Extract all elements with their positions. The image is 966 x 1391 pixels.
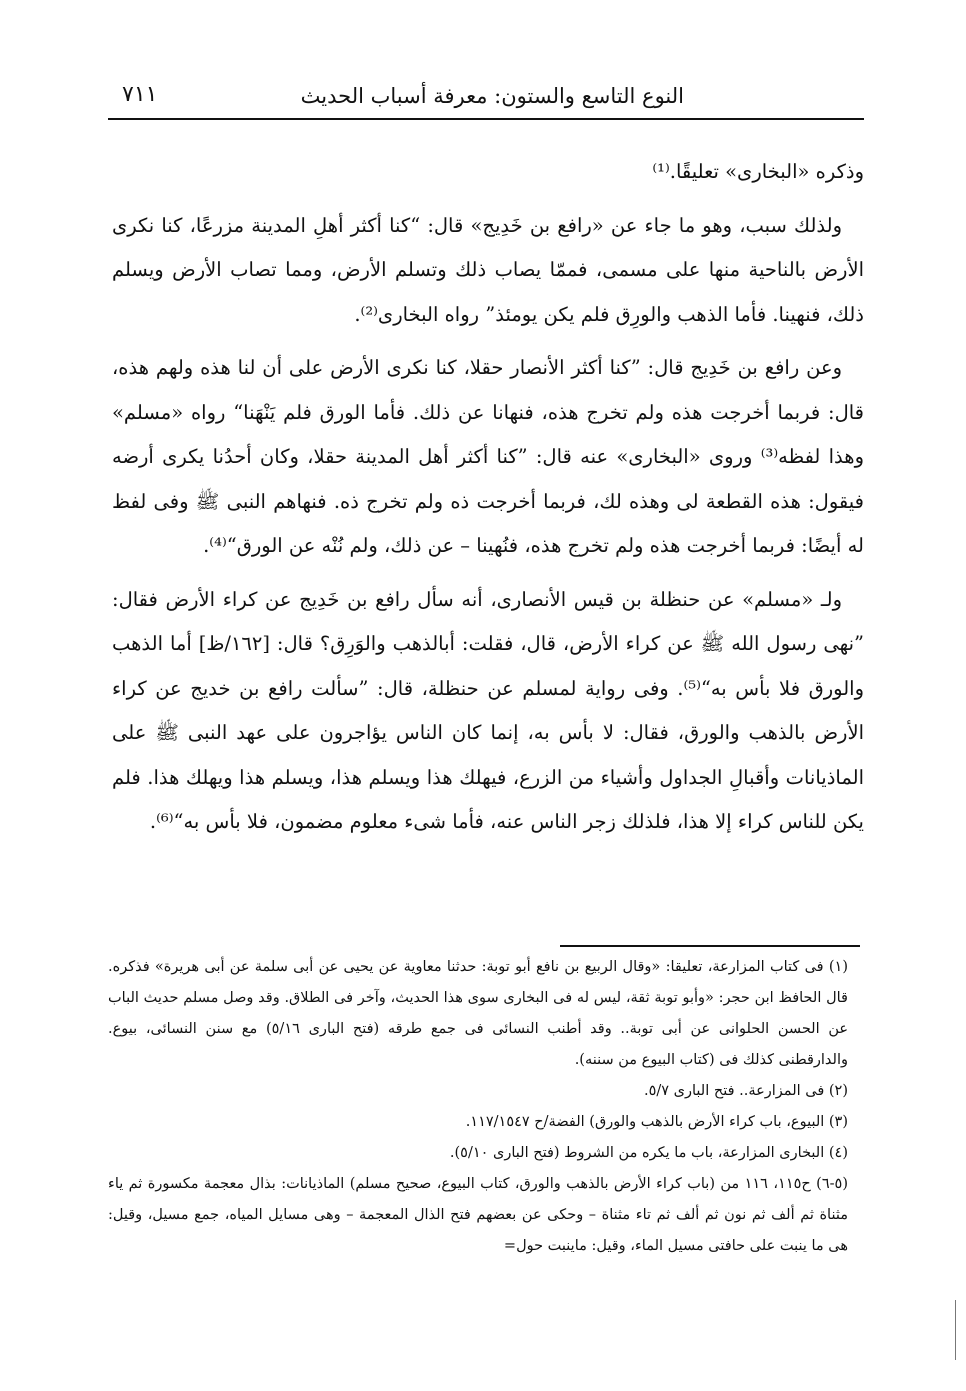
page-number: ٧١١: [122, 82, 158, 107]
paragraph: ولـ «مسلم» عن حنظلة بن قيس الأنصارى، أنه سأل رافع بن خَدِيج عن كراء الأرض فقال: ”نهى رسول الله ﷺ عن كراء الأرض، قال، فقلت: أبالذهب والوَرِق؟ قال: [١٦٢/ظ] أما الذهب والورق فلا بأس به“⁽⁵⁾. وفى رواية لمسلم عن حنظلة، قال: ”سألت رافع بن خديج عن كراء الأرض بالذهب والورق، فقال: لا بأس به، إنما كان الناس يؤاجرون على عهد النبى ﷺ على الماذيانات وأقبالِ الجداول وأشياء من الزرع، فيهلك هذا ويسلم هذا، ويسلم هذا ويهلك هذا. فلم يكن للناس كراء إلا هذا، فلذلك زجر الناس عنه، فأما شىء معلوم مضمون، فلا بأس به“⁽⁶⁾.: [112, 587, 864, 833]
footnote: (٤) البخارى المزارعة، باب ما يكره من الشروط (فتح البارى ٥/١٠).: [449, 1145, 848, 1161]
main-text: [112, 150, 864, 854]
footnote: (١) فى كتاب المزارعة، تعليقا: «وقال الربيع بن نافع أبو توبة: حدثنا معاوية عن يحيى عن أبى سلمة عن أبى هريرة» فذكره. قال الحافظ ابن حجر: «وأبو توبة ثقة، ليس له فى البخارى سوى هذا الحديث، وآخر فى الطلاق. وقد وصل مسلم حديث الباب عن الحسن الحلوانى عن أبى توبة.. وقد أطنب النسائى فى جمع طرقه (فتح البارى ٥/١٦) مع سنن النسائى، بيوع. والدارقطنى كذلك فى (كتاب البيوع من سننه).: [108, 959, 849, 1068]
footnote: (٣) البيوع، باب كراء الأرض بالذهب والورق) الفضة/ح ١١٧/١٥٤٧.: [465, 1114, 848, 1130]
running-title: النوع التاسع والستون: معرفة أسباب الحديث: [300, 84, 684, 108]
footnote-separator: [560, 945, 860, 947]
scan-edge-mark: [953, 1300, 956, 1360]
paragraph: وعن رافع بن خَدِيج قال: ”كنا أكثر الأنصار حقلا، كنا نكرى الأرض على أن لنا هذه ولهم هذه، قال: فربما أخرجت هذه ولم تخرج هذه، فنهانا عن ذلك. فأما الورق فلم يَنْهَنا“ رواه «مسلم» وهذا لفظه⁽³⁾ وروى «البخارى» عنه قال: ”كنا أكثر أهل المدينة حقلا، وكان أحدُنا يكرى أرضه فيقول: هذه القطعة لى وهذه لك، فربما أخرجت ذه ولم تخرج ذه. فنهاهم النبى ﷺ وفى لفظ له أيضًا: فربما أخرجت هذه ولم تخرج هذه، فنُهينا – عن ذلك، ولم نُنْه عن الورق“⁽⁴⁾.: [112, 356, 864, 557]
footnote: (٥-٦) ح١١٥، ١١٦ من (باب كراء الأرض بالذهب والورق، كتاب البيوع، صحيح مسلم) الماذيانات: بذال معجمة مكسورة ثم ياء مثناة ثم ألف ثم نون ثم ألف ثم تاء مثناة – وحكى عن بعضهم فتح الذال المعجمة – وهى مسايل المياه، جمع مسيل، وقيل: هى ما ينبت على حافتى مسيل الماء، وقيل: ماينبت حول=: [108, 1176, 848, 1254]
page-header: [108, 78, 864, 122]
header-rule: [108, 118, 864, 120]
footnotes: [108, 952, 864, 1262]
footnote: (٢) فى المزارعة.. فتح البارى ٥/٧.: [643, 1083, 848, 1099]
paragraph: وذكره «البخارى» تعليقًا.⁽¹⁾: [652, 160, 864, 183]
paragraph: ولذلك سبب، وهو ما جاء عن «رافع بن خَدِيج» قال: “كنا أكثر أهلِ المدينة مزرعًا، كنا نكرى الأرض بالناحية منها على مسمى، فممّا يصاب ذلك وتسلم الأرض، ومما تصاب الأرض ويسلم ذلك، فنهينا. فأما الذهب والورِق فلم يكن يومئذ” رواه البخارى⁽²⁾.: [112, 213, 864, 326]
